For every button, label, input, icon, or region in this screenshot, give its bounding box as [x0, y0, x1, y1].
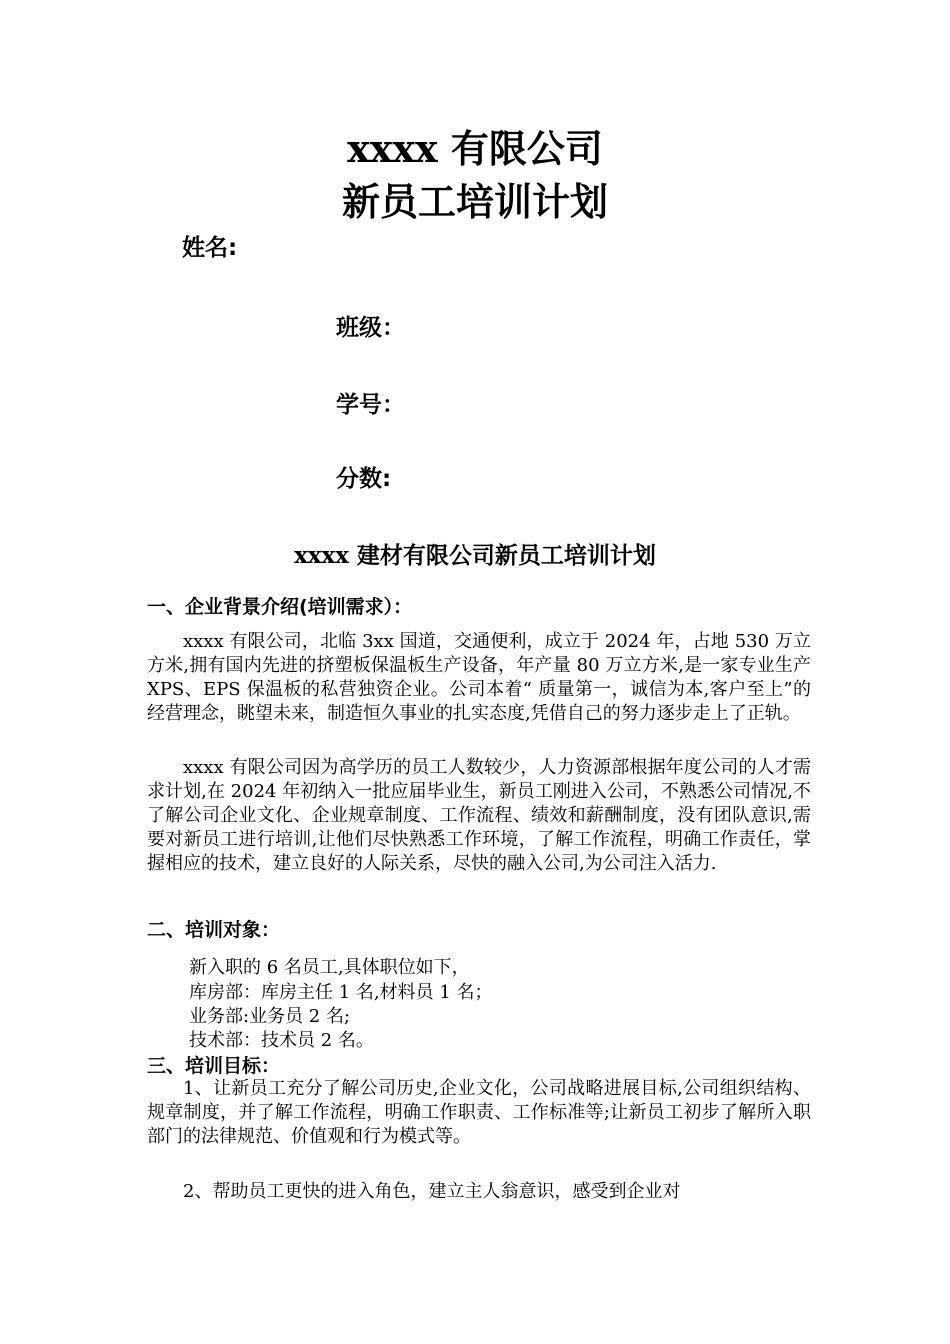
section-2-heading: 二、培训对象：	[147, 919, 281, 941]
student-id-label: 学号：	[336, 392, 405, 418]
section-2-line: 技术部：技术员 2 名。	[189, 1030, 374, 1051]
class-label: 班级：	[336, 315, 405, 341]
section-2-line: 新入职的 6 名员工,具体职位如下，	[189, 957, 470, 978]
section-1-heading: 一、企业背景介绍(培训需求）：	[147, 596, 413, 618]
section-3-paragraph-1: 1、让新员工充分了解公司历史,企业文化，公司战略进展目标,公司组织结构、规章制度，并了解工作流程，明确工作职责、工作标准等;让新员工初步了解所入职部门的法律规范、价值观和行为模式等。	[147, 1078, 811, 1147]
score-label: 分数:	[336, 466, 392, 492]
plan-subtitle: xxxx 建材有限公司新员工培训计划	[294, 542, 656, 569]
section-2-line: 库房部：库房主任 1 名,材料员 1 名；	[189, 982, 493, 1003]
document-title: 新员工培训计划	[341, 179, 608, 224]
company-title: xxxx 有限公司	[347, 126, 603, 171]
section-3-paragraph-2: 2、帮助员工更快的进入角色，建立主人翁意识，感受到企业对	[183, 1181, 681, 1202]
name-label: 姓名:	[182, 235, 238, 261]
section-2-line: 业务部:业务员 2 名;	[189, 1006, 351, 1027]
section-1-paragraph-1: xxxx 有限公司，北临 3xx 国道，交通便利，成立于 2024 年，占地 530 万立方米,拥有国内先进的挤塑板保温板生产设备，年产量 80 万立方米,是一家专业生产 XPS、EPS 保温板的私营独资企业。公司本着“ 质量第一，诚信为本,客户至上”的经营理念，眺望未来，制造恒久事业的扎实态度,凭借自己的努力逐步走上了正轨。	[147, 631, 811, 724]
section-3-heading: 三、培训目标：	[147, 1055, 281, 1077]
section-1-paragraph-2: xxxx 有限公司因为高学历的员工人数较少，人力资源部根据年度公司的人才需求计划,在 2024 年初纳入一批应届毕业生，新员工刚进入公司，不熟悉公司情况,不了解公司企业文化、企业规章制度、工作流程、绩效和薪酬制度，没有团队意识,需要对新员工进行培训,让他们尽快熟悉工作环境，了解工作流程，明确工作责任，掌握相应的技术，建立良好的人际关系，尽快的融入公司,为公司注入活力.	[147, 757, 811, 874]
